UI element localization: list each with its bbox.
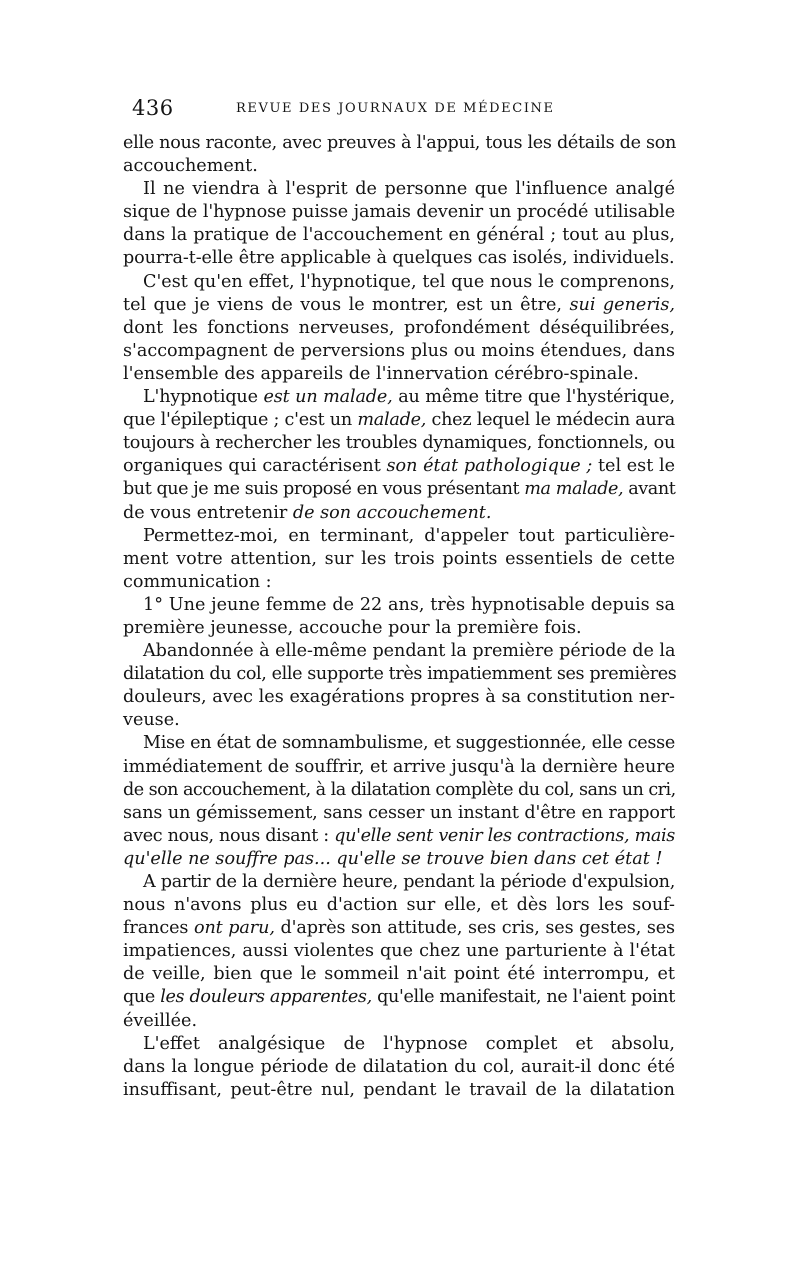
text-segment: nous n'avons plus eu d'action sur elle, et dès lors les souf- <box>123 895 675 916</box>
text-line <box>123 317 675 340</box>
text-line <box>123 1079 675 1102</box>
text-line <box>123 802 675 825</box>
text-line <box>123 871 675 894</box>
text-line <box>123 132 675 155</box>
text-segment: avec nous, nous disant : <box>123 825 335 846</box>
text-line <box>123 455 675 478</box>
italic-text: malade, <box>357 410 427 431</box>
text-line <box>123 178 675 201</box>
text-line <box>123 917 675 940</box>
italic-text: son état pathologique ; <box>386 456 593 477</box>
text-segment: sans un gémissement, sans cesser un instant d'être en rapport <box>123 802 675 823</box>
body-text <box>123 132 675 1102</box>
text-segment: dont les fonctions nerveuses, profondément déséquilibrées, <box>123 317 675 338</box>
text-segment: toujours à rechercher les troubles dynamiques, fonctionnels, ou <box>123 433 675 454</box>
text-line <box>123 709 675 732</box>
text-line <box>123 386 675 409</box>
text-line <box>123 1010 675 1033</box>
text-segment: que l'épileptique ; c'est un <box>123 410 358 431</box>
italic-text: ont paru, <box>193 918 275 939</box>
text-segment: veuse. <box>123 710 180 731</box>
text-line <box>123 1056 675 1079</box>
text-line <box>123 640 675 663</box>
text-segment: communication : <box>123 571 272 592</box>
text-segment: Permettez-moi, en terminant, d'appeler tout particulière- <box>143 525 675 546</box>
text-segment: avant <box>623 479 676 500</box>
text-segment: dans la longue période de dilatation du col, aurait-il donc été <box>123 1056 675 1077</box>
text-segment: C'est qu'en effet, l'hypnotique, tel que nous le comprenons, <box>143 271 675 292</box>
text-segment: 1° Une jeune femme de 22 ans, très hypnotisable depuis sa <box>143 594 675 615</box>
text-line <box>123 409 675 432</box>
text-line <box>123 963 675 986</box>
text-segment: chez lequel le médecin aura <box>426 410 675 431</box>
text-line <box>123 201 675 224</box>
text-line <box>123 271 675 294</box>
text-line <box>123 663 675 686</box>
text-segment: au même titre que l'hystérique, <box>392 387 675 408</box>
text-segment: douleurs, avec les exagérations propres à sa constitution ner- <box>123 687 675 708</box>
text-segment: dans la pratique de l'accouchement en général ; tout au plus, <box>123 225 675 246</box>
text-line <box>123 571 675 594</box>
text-segment: de veille, bien que le sommeil n'ait point été interrompu, et <box>123 964 675 985</box>
text-segment: tel est le <box>592 456 675 477</box>
text-line <box>123 825 675 848</box>
text-line <box>123 224 675 247</box>
text-line <box>123 432 675 455</box>
text-line <box>123 155 675 178</box>
text-segment: qu'elle manifestait, ne l'aient point <box>371 987 676 1008</box>
text-segment: organiques qui caractérisent <box>123 456 387 477</box>
text-line <box>123 363 675 386</box>
text-line <box>123 478 675 501</box>
text-segment: accouchement. <box>123 156 258 177</box>
text-segment: A partir de la dernière heure, pendant la période d'expulsion, <box>143 872 675 892</box>
italic-text: qu'elle sent venir les contractions, mais <box>334 825 675 846</box>
text-segment: L'hypnotique <box>143 387 264 408</box>
text-line <box>123 732 675 755</box>
text-line <box>123 848 675 871</box>
text-segment: de vous entretenir <box>123 502 293 523</box>
text-line <box>123 502 675 525</box>
text-line <box>123 294 675 317</box>
text-line <box>123 617 675 640</box>
text-segment: que <box>123 987 161 1008</box>
text-segment: éveillée. <box>123 1010 198 1031</box>
text-segment: dilatation du col, elle supporte très impatiemment ses premières <box>123 664 677 685</box>
italic-text: ma malade, <box>524 479 624 500</box>
italic-text: les douleurs apparentes, <box>160 987 372 1008</box>
text-segment: ment votre attention, sur les trois points essentiels de cette <box>123 548 675 569</box>
text-segment: de son accouchement, à la dilatation complète du col, sans un cri, <box>123 779 676 800</box>
italic-text: de son accouchement. <box>292 502 492 523</box>
text-segment: frances <box>123 918 194 939</box>
italic-text: est un malade, <box>263 387 393 408</box>
text-segment: première jeunesse, accouche pour la première fois. <box>123 617 582 638</box>
text-line <box>123 779 675 802</box>
text-line <box>123 1033 675 1056</box>
text-line <box>123 340 675 363</box>
text-segment: L'effet analgésique de l'hypnose complet et absolu, <box>143 1033 675 1054</box>
text-line <box>123 756 675 779</box>
italic-text: qu'elle ne souffre pas... qu'elle se trouve bien dans cet état ! <box>123 848 663 869</box>
italic-text: sui generis, <box>569 294 675 315</box>
page-number: 436 <box>132 96 174 120</box>
text-segment: but que je me suis proposé en vous présentant <box>123 479 525 500</box>
text-segment: elle nous raconte, avec preuves à l'appui, tous les détails de son <box>123 133 677 153</box>
running-head <box>132 96 674 120</box>
text-segment: insuffisant, peut-être nul, pendant le travail de la dilatation <box>123 1079 675 1100</box>
text-line <box>123 940 675 963</box>
text-segment: sique de l'hypnose puisse jamais devenir un procédé utilisable <box>123 202 675 223</box>
text-segment: tel que je viens de vous le montrer, est un être, <box>123 294 570 315</box>
text-line <box>123 894 675 917</box>
text-line <box>123 525 675 548</box>
text-segment: immédiatement de souffrir, et arrive jusqu'à la dernière heure <box>123 756 675 777</box>
text-segment: Abandonnée à elle-même pendant la première période de la <box>143 641 676 662</box>
text-segment: l'ensemble des appareils de l'innervation cérébro-spinale. <box>123 363 639 384</box>
text-line <box>123 247 675 270</box>
text-segment: Mise en état de somnambulisme, et suggestionnée, elle cesse <box>143 733 675 754</box>
text-line <box>123 986 675 1009</box>
text-segment: impatiences, aussi violentes que chez une parturiente à l'état <box>123 941 675 962</box>
text-segment: pourra-t-elle être applicable à quelques cas isolés, individuels. <box>123 248 675 269</box>
text-line <box>123 594 675 617</box>
text-segment: s'accompagnent de perversions plus ou moins étendues, dans <box>123 340 675 361</box>
journal-title: REVUE DES JOURNAUX DE MÉDECINE <box>236 101 555 116</box>
text-line <box>123 548 675 571</box>
text-segment: d'après son attitude, ses cris, ses gestes, ses <box>274 918 675 939</box>
text-line <box>123 686 675 709</box>
text-segment: Il ne viendra à l'esprit de personne que l'influence analgé <box>143 179 675 200</box>
